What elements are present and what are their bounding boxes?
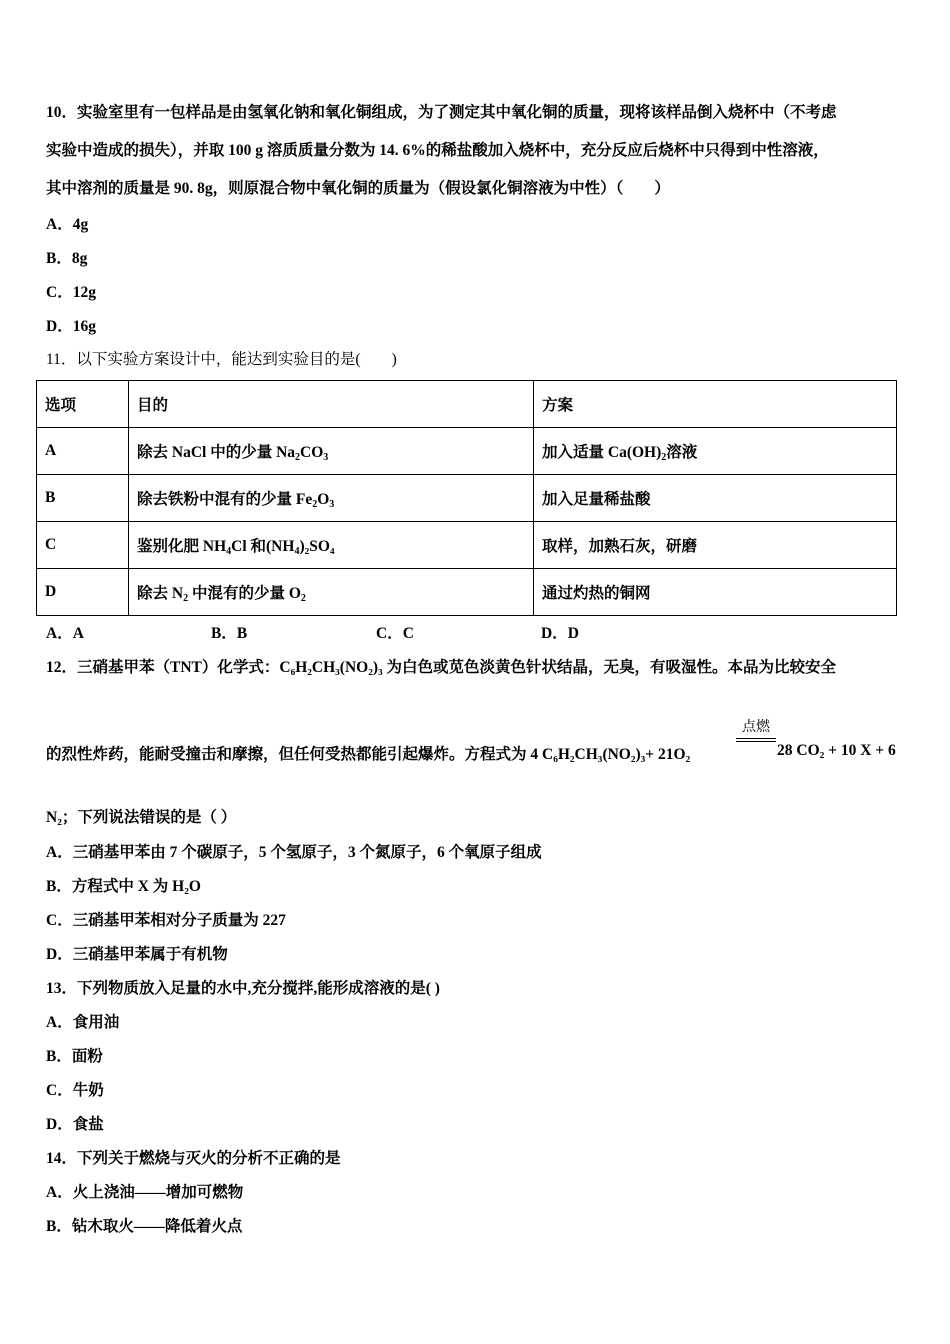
q10-option-d: D．16g — [46, 318, 96, 335]
q14-stem: 14．下列关于燃烧与灭火的分析不正确的是 — [46, 1150, 341, 1167]
q10-stem-line-2: 实验中造成的损失），并取 100 g 溶质质量分数为 14. 6%的稀盐酸加入烧杯中，充分反应后烧杯中只得到中性溶液， — [46, 142, 829, 159]
q11-answer-d: D．D — [541, 625, 579, 642]
q10-stem-line-3: 其中溶剂的质量是 90. 8g，则原混合物中氧化铜的质量为（假设氯化铜溶液为中性）（ ） — [46, 180, 670, 197]
header-goal: 目的 — [129, 381, 534, 428]
q13-option-c: C．牛奶 — [46, 1082, 104, 1099]
row-option: D — [37, 569, 129, 616]
q13-stem: 13．下列物质放入足量的水中,充分搅拌,能形成溶液的是( ) — [46, 980, 440, 997]
q11-answer-b: B．B — [211, 625, 248, 642]
reaction-condition-label: 点燃 — [742, 720, 770, 735]
row-plan: 通过灼热的铜网 — [534, 569, 897, 616]
q11-table — [36, 380, 897, 616]
q10-option-b: B．8g — [46, 250, 88, 267]
q11-stem: 11．以下实验方案设计中，能达到实验目的是( ) — [46, 351, 397, 368]
header-plan: 方案 — [534, 381, 897, 428]
table-header-row — [37, 381, 897, 428]
q12-option-b: B．方程式中 X 为 H₂O — [46, 878, 201, 895]
row-option: C — [37, 522, 129, 569]
q11-answer-options — [46, 621, 579, 643]
equals-sign-icon — [736, 738, 776, 742]
row-plan: 加入足量稀盐酸 — [534, 475, 897, 522]
row-plan: 加入适量 $Ca(OH)_2$溶液 — [534, 428, 897, 475]
row-goal: 除去 $N_2$ 中混有的少量 $O_2$ — [129, 569, 534, 616]
q12-stem-line-3: N₂；下列说法错误的是（ ） — [46, 809, 237, 826]
table-row — [37, 522, 897, 569]
q13-option-d: D．食盐 — [46, 1116, 104, 1133]
row-goal: 除去 NaCl 中的少量 $Na_2CO_3$ — [129, 428, 534, 475]
table-row — [37, 428, 897, 475]
row-option: A — [37, 428, 129, 475]
row-option: B — [37, 475, 129, 522]
q10-option-c: C．12g — [46, 284, 96, 301]
table-row — [37, 475, 897, 522]
q14-option-b: B．钻木取火——降低着火点 — [46, 1218, 243, 1235]
q14-option-a: A．火上浇油——增加可燃物 — [46, 1184, 244, 1201]
q11-answer-c: C．C — [376, 625, 414, 642]
q12-stem-line-1: 12．三硝基甲苯（TNT）化学式：C₆H₂CH₃(NO₂)₃ 为白色或苋色淡黄色针状结晶，无臭，有吸湿性。本品为比较安全 — [46, 659, 837, 676]
q10-option-a: A．4g — [46, 216, 89, 233]
q12-option-a: A．三硝基甲苯由 7 个碳原子，5 个氢原子，3 个氮原子，6 个氧原子组成 — [46, 844, 542, 861]
q12-products: 28 CO₂ + 10 X + 6 — [777, 742, 896, 759]
header-option: 选项 — [37, 381, 129, 428]
table-row — [37, 569, 897, 616]
reaction-condition — [736, 716, 776, 742]
row-goal: 鉴别化肥 $NH_4Cl$ 和$(NH_4)_2SO_4$ — [129, 522, 534, 569]
row-plan: 取样，加熟石灰，研磨 — [534, 522, 897, 569]
q13-option-a: A．食用油 — [46, 1014, 120, 1031]
q12-option-d: D．三硝基甲苯属于有机物 — [46, 946, 228, 963]
q12-option-c: C．三硝基甲苯相对分子质量为 227 — [46, 912, 286, 929]
q13-option-b: B．面粉 — [46, 1048, 103, 1065]
row-goal: 除去铁粉中混有的少量 $Fe_2O_3$ — [129, 475, 534, 522]
q10-stem-line-1: 10．实验室里有一包样品是由氢氧化钠和氧化铜组成，为了测定其中氧化铜的质量，现将该样品倒入烧杯中（不考虑 — [46, 104, 837, 121]
q12-stem-line-2: 的烈性炸药，能耐受撞击和摩擦，但任何受热都能引起爆炸。方程式为 4 C₆H₂CH₃(NO₂)₃+ 21O₂ — [46, 746, 691, 763]
q11-answer-a: A．A — [46, 625, 84, 642]
